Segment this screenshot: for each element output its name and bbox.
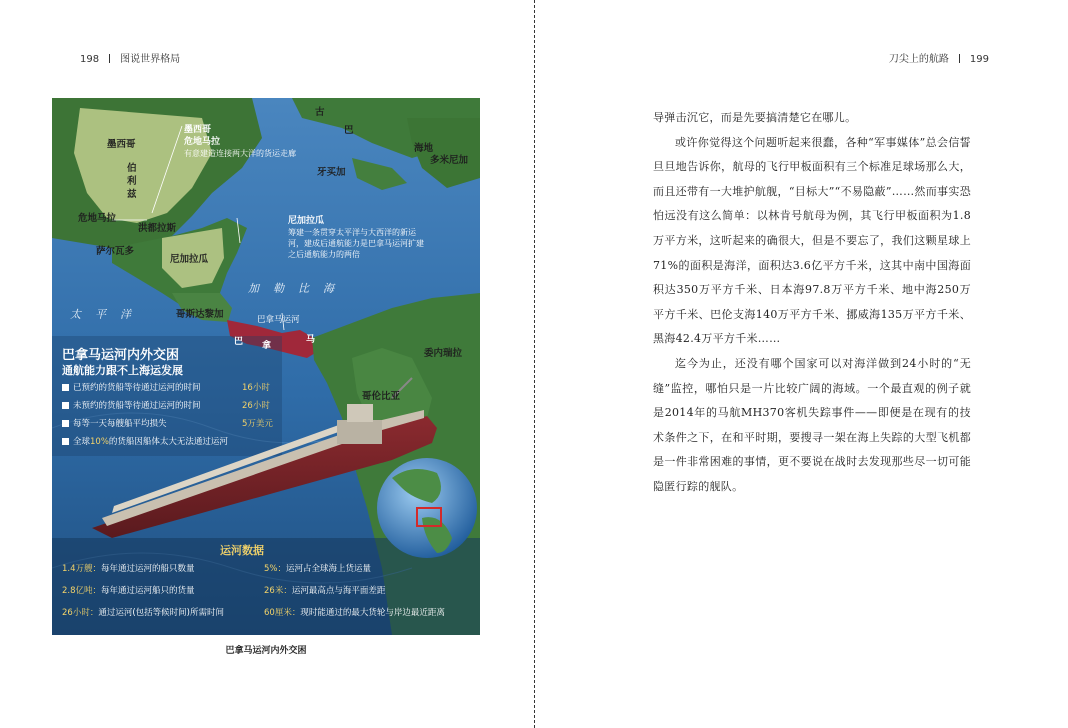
fact-value: 5万美元: [242, 419, 273, 429]
fact-label: 未预约的货船等待通过运河的时间: [73, 401, 201, 411]
stat-item: 5%：运河占全球海上货运量: [264, 564, 372, 574]
header-separator: [959, 54, 960, 63]
stat-item: 1.4万艘：每年通过运河的船只数量: [62, 564, 195, 574]
info-subtitle: 通航能力跟不上海运发展: [62, 364, 183, 377]
label-caribbean-sea: 加勒比海: [248, 282, 348, 295]
label-panama-canal: 巴拿马运河: [257, 315, 300, 325]
label-dominican: 多米尼加: [430, 155, 469, 166]
label-cuba-1: 古: [315, 107, 325, 118]
stat-item: 2.8亿吨：每年通过运河船只的货量: [62, 586, 195, 596]
body-text: [653, 106, 971, 500]
note-nicaragua: [288, 215, 428, 260]
label-honduras: 洪都拉斯: [138, 223, 177, 234]
left-running-head: [80, 50, 180, 65]
label-mexico: 墨西哥: [107, 139, 136, 150]
book-title: 图说世界格局: [120, 54, 181, 65]
paragraph: 导弹击沉它，而是先要搞清楚它在哪儿。: [653, 111, 857, 124]
fact-item: [62, 417, 273, 429]
note-nicaragua-title: 尼加拉瓜: [288, 216, 325, 226]
panama-canal-infographic: [52, 98, 480, 635]
label-colombia: 哥伦比亚: [362, 391, 401, 402]
label-guatemala: 危地马拉: [78, 213, 117, 224]
paragraph: 迄今为止，还没有哪个国家可以对海洋做到24小时的“无缝”监控，哪怕只是一片比较广阔的海域。一个最直观的例子就是2014年的马航MH370客机失踪事件——即便是在现有的技术条件之下，在和平时期，要搜寻一架在海上失踪的大型飞机都是一件非常困难的事情，更不要说在战时去发现那些尽一切可能隐匿行踪的舰队。: [653, 356, 971, 493]
label-el-salvador: 萨尔瓦多: [96, 246, 135, 257]
stat-item: 26米：运河最高点与海平面差距: [264, 586, 386, 596]
left-page-number: 198: [80, 54, 100, 65]
fact-label-post: 的货船因船体太大无法通过运河: [108, 437, 228, 447]
label-jamaica: 牙买加: [317, 167, 346, 178]
right-page-number: 199: [969, 54, 989, 65]
fact-label: 已预约的货船等待通过运河的时间: [73, 383, 201, 393]
chapter-title: 刀尖上的航路: [888, 54, 949, 65]
paragraph: 或许你觉得这个问题听起来很蠢，各种“军事媒体”总会信誓旦旦地告诉你，航母的飞行甲板面积有三个标准足球场那么大，而且还带有一大堆护航舰，“目标大”“不易隐蔽”……然而事实恐怕远没有这么简单：以林肯号航母为例，其飞行甲板面积为1.8万平方米，这听起来的确很大，但是不要忘了，我们这颗星球上71%的面积是海洋，面积达3.6亿平方千米，这其中南中国海面积达350万平方千米、日本海97.8万平方千米、地中海250万平方千米、巴伦支海140万平方千米、挪威海135万平方千米、黑海42.4万平方千米……: [653, 135, 971, 346]
stat-item: 60厘米：现时能通过的最大货轮与岸边最近距离: [264, 608, 445, 618]
figure-caption: 巴拿马运河内外交困: [225, 646, 307, 656]
stat-item: 26小时：通过运河(包括等候时间)所需时间: [62, 608, 224, 618]
label-venezuela: 委内瑞拉: [424, 348, 463, 359]
label-belize: 伯利兹: [127, 163, 137, 200]
note-mexico-guatemala-text: 有意建造连接两大洋的货运走廊: [184, 149, 296, 158]
label-pacific-ocean: 太平洋: [70, 308, 145, 321]
note-mexico-guatemala: [184, 124, 296, 159]
fact-label: 每等一天每艘船平均损失: [73, 419, 167, 429]
right-page: [535, 0, 1068, 728]
label-haiti: 海地: [414, 143, 434, 154]
label-panama-1: 巴: [234, 337, 244, 347]
note-guatemala-title: 危地马拉: [184, 137, 221, 147]
fact-item: [62, 381, 270, 393]
fact-value: 26小时: [242, 401, 270, 411]
label-panama-3: 马: [306, 335, 316, 345]
stats-title: 运河数据: [220, 544, 264, 557]
fact-value: 16小时: [242, 383, 270, 393]
label-cuba-2: 巴: [344, 125, 354, 136]
header-separator: [109, 54, 110, 63]
label-nicaragua: 尼加拉瓜: [170, 254, 209, 265]
fact-highlight: 10%: [90, 437, 109, 447]
right-running-head: [889, 50, 989, 65]
note-nicaragua-text: 筹建一条贯穿太平洋与大西洋的新运河，建成后通航能力是巴拿马运河扩建之后通航能力的两倍: [288, 228, 424, 259]
label-panama-2: 拿: [262, 341, 272, 351]
fact-item: [62, 435, 228, 447]
fact-item: [62, 399, 270, 411]
note-mexico-title: 墨西哥: [184, 125, 212, 135]
label-costa-rica: 哥斯达黎加: [176, 309, 224, 320]
info-title: 巴拿马运河内外交困: [62, 348, 180, 363]
fact-label-pre: 全球: [73, 437, 91, 447]
